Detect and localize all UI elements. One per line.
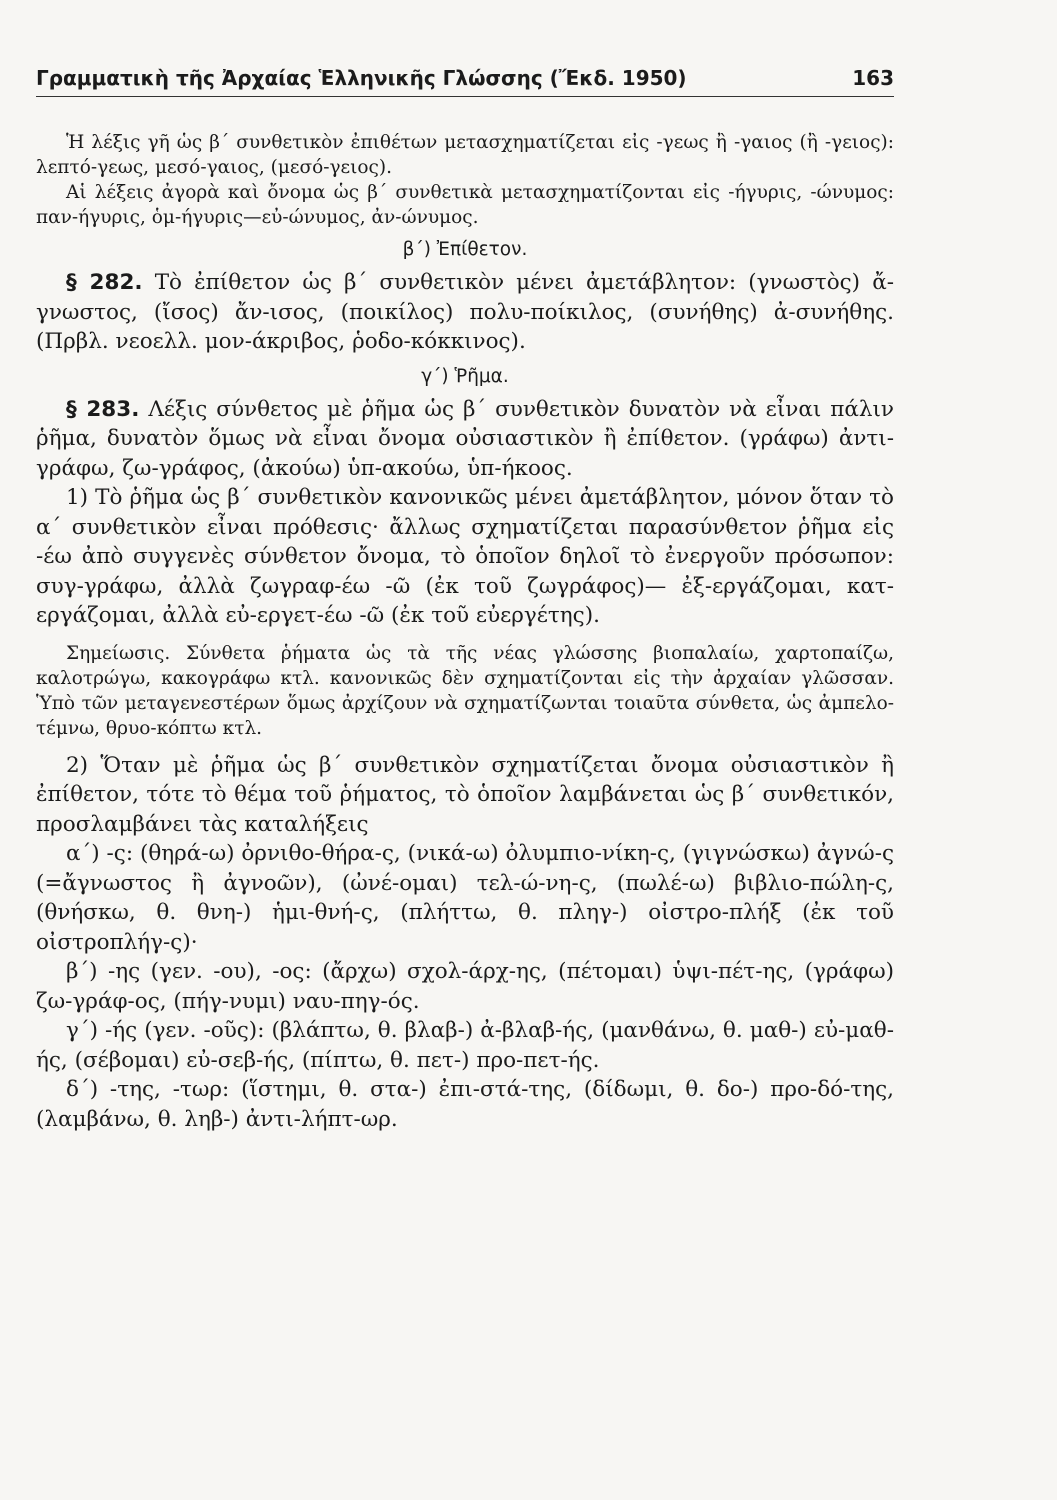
page-body [36,130,894,1134]
list-item-b: β΄) -ης (γεν. -ου), -ος: (ἄρχω) σχολ-άρχ-ης, (πέτομαι) ὑψι-πέτ-ης, (γράφω) ζω-γράφ-ος, (πήγ-νυμι) ναυ-πηγ-ός. [36,959,894,1014]
section-282 [36,268,894,357]
section-282-number: § 282. [66,270,143,295]
section-283-text: Λέξις σύνθετος μὲ ῥῆμα ὡς β΄ συνθετικὸν δυνατὸν νὰ εἶναι πάλιν ῥῆμα, δυνατὸν ὅμως νὰ εἶναι ὄνομα οὐσιαστικὸν ἢ ἐπίθετον. (γράφω) ἀντι-γράφω, ζω-γράφος, (ἀκούω) ὑπ-ακούω, ὑπ-ήκοος. [36,396,894,481]
list-item-d: δ΄) -της, -τωρ: (ἵστημι, θ. στα-) ἐπι-στά-της, (δίδωμι, θ. δο-) προ-δό-της, (λαμβάνω, θ. ληβ-) ἀντι-λήπτ-ωρ. [36,1077,894,1132]
heading-rhema: γ΄) Ῥῆμα. [421,365,509,387]
section-283 [36,395,894,484]
page-number: 163 [852,66,894,90]
list-item-a: α΄) -ς: (θηρά-ω) ὀρνιθο-θήρα-ς, (νικά-ω) ὀλυμπιο-νίκη-ς, (γιγνώσκω) ἀγνώ-ς (=ἄγνωστος ἢ ἀγνοῶν), (ὠνέ-ομαι) τελ-ώ-νη-ς, (πωλέ-ω) βιβλιο-πώλη-ς, (θνήσκω, θ. θνη-) ἡμι-θνή-ς, (πλήττω, θ. πληγ-) οἰστρο-πλήξ (ἐκ τοῦ οἰστροπλήγ-ς)· [36,841,894,955]
running-header [36,66,894,97]
note-semeiosis: Σημείωσις. Σύνθετα ῥήματα ὡς τὰ τῆς νέας γλώσσης βιοπαλαίω, χαρτοπαίζω, καλοτρώγω, κακογράφω κτλ. κανονικῶς δὲν σχηματίζονται εἰς τὴν ἀρχαίαν γλῶσσαν. Ὑπὸ τῶν μεταγενεστέρων ὅμως ἀρχίζουν νὰ σχηματίζωνται τοιαῦτα σύνθετα, ὡς ἀμπελο-τέμνω, θρυο-κόπτω κτλ. [36,642,894,739]
section-282-text: Τὸ ἐπίθετον ὡς β΄ συνθετικὸν μένει ἀμετάβλητον: (γνωστὸς) ἄ-γνωστος, (ἴσος) ἄν-ισος, (ποικίλος) πολυ-ποίκιλος, (συνήθης) ἀ-συνήθης. (Πρβλ. νεοελλ. μον-άκριβος, ῥοδο-κόκκινος). [36,270,894,354]
list-item-g: γ΄) -ής (γεν. -οῦς): (βλάπτω, θ. βλαβ-) ἀ-βλαβ-ής, (μανθάνω, θ. μαθ-) εὐ-μαθ-ής, (σέβομαι) εὐ-σεβ-ής, (πίπτω, θ. πετ-) προ-πετ-ής. [36,1018,894,1073]
paragraph-point-1: 1) Τὸ ῥῆμα ὡς β΄ συνθετικὸν κανονικῶς μένει ἀμετάβλητον, μόνον ὅταν τὸ α΄ συνθετικὸν εἶναι πρόθεσις· ἄλλως σχηματίζεται παρασύνθετον ῥῆμα εἰς -έω ἀπὸ συγγενὲς σύνθετον ὄνομα, τὸ ὁποῖον δηλοῖ τὸ ἐνεργοῦν πρόσωπον: συγ-γράφω, ἀλλὰ ζωγραφ-έω -ῶ (ἐκ τοῦ ζωγράφος)— ἐξ-εργάζομαι, κατ-εργάζομαι, ἀλλὰ εὐ-εργετ-έω -ῶ (ἐκ τοῦ εὐεργέτης). [36,485,894,628]
section-283-number: § 283. [66,396,140,422]
spacer [36,741,894,751]
heading-epitheton: β΄) Ἐπίθετον. [402,239,528,260]
paragraph-point-2: 2) Ὅταν μὲ ῥῆμα ὡς β΄ συνθετικὸν σχηματίζεται ὄνομα οὐσιαστικὸν ἢ ἐπίθετον, τότε τὸ θέμα τοῦ ῥήματος, τὸ ὁποῖον λαμβάνεται ὡς β΄ συνθετικόν, προσλαμβάνει τὰς καταλήξεις [36,752,894,837]
paragraph-agora-onoma: Αἱ λέξεις ἀγορὰ καὶ ὄνομα ὡς β΄ συνθετικὰ μετασχηματίζονται εἰς -ήγυρις, -ώνυμος: παν-ήγυρις, ὁμ-ήγυρις—εὐ-ώνυμος, ἀν-ώνυμος. [36,182,894,228]
spacer [36,631,894,641]
paragraph-ge: Ἡ λέξις γῆ ὡς β΄ συνθετικὸν ἐπιθέτων μετασχηματίζεται εἰς -γεως ἢ -γαιος (ἢ -γειος): λεπτό-γεως, μεσό-γαιος, (μεσό-γειος). [36,132,894,178]
header-title: Γραμματικὴ τῆς Ἀρχαίας Ἑλληνικῆς Γλώσσης (Ἔκδ. 1950) [36,66,687,90]
